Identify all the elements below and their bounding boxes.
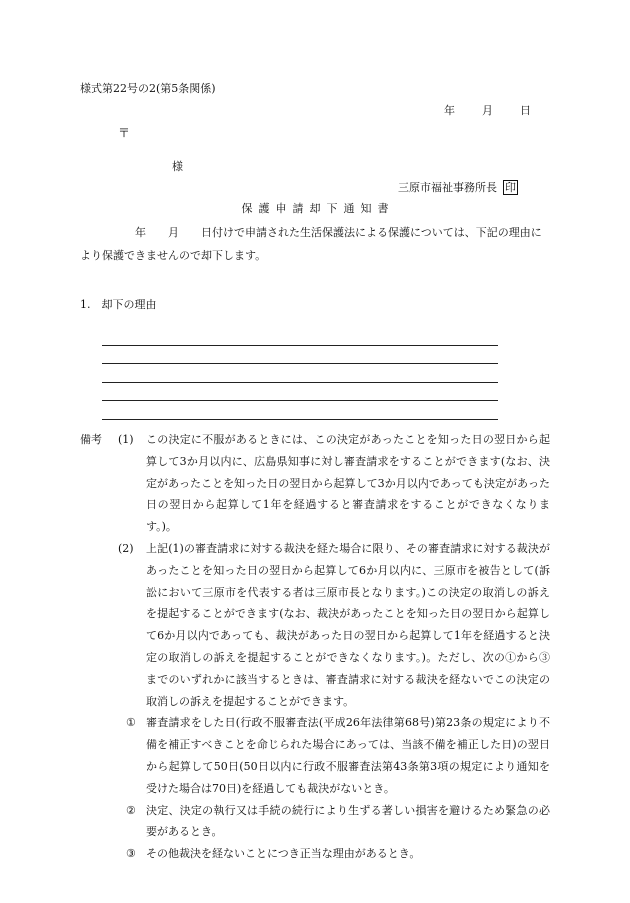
subitem-marker: ② (126, 803, 136, 817)
date-year: 年 (444, 104, 455, 117)
date-day: 日 (520, 104, 531, 117)
reason-blank-lines (102, 327, 498, 420)
blank-line (102, 401, 498, 420)
remark-text: この決定に不服があるときには、この決定があったことを知った日の翌日から起算して3か月以内に、広島県知事に対し審査請求をすることができます(なお、決定があったことを知った日の翌日から起算して3か月以内であっても決定があった日の翌日から起算して1年を経過すると審査請求をすることができなくなります。)。 (146, 433, 550, 534)
remark-item (118, 429, 550, 538)
remark-item (118, 538, 550, 712)
remark-marker: (2) (118, 541, 134, 555)
form-number: 様式第22号の2(第5条関係) (80, 82, 216, 95)
blank-line (102, 346, 498, 365)
remark-subitem (126, 800, 550, 844)
date-month: 月 (482, 104, 493, 117)
subitem-marker: ① (126, 716, 136, 730)
addressee-suffix: 様 (172, 160, 183, 173)
issuer (398, 180, 518, 195)
postal-mark: 〒 (118, 126, 131, 140)
document-title: 保護申請却下通知書 (241, 202, 395, 215)
blank-line (102, 364, 498, 383)
body-text: 年 月 日付けで申請された生活保護法による保護については、下記の理由により保護できませんので却下します。 (80, 226, 542, 262)
remarks-label: 備考 (80, 433, 102, 446)
issuer-name: 三原市福祉事務所長 (398, 181, 497, 194)
date-placeholder (444, 104, 531, 117)
blank-line (102, 383, 498, 402)
seal-mark: 印 (505, 181, 516, 194)
remark-subitem (126, 843, 550, 865)
subitem-text: 審査請求をした日(行政不服審査法(平成26年法律第68号)第23条の規定により不備を補正すべきことを命じられた場合にあっては、当該不備を補正した日)の翌日から起算して50日(50日以内に行政不服審査法第43条第3項の規定により通知を受けた場合は70日)を経過しても裁決がないとき。 (146, 716, 550, 795)
subitem-marker: ③ (126, 847, 136, 861)
remark-marker: (1) (118, 433, 134, 446)
remark-text: 上記(1)の審査請求に対する裁決を経た場合に限り、その審査請求に対する裁決があったことを知った日の翌日から起算して6か月以内に、三原市を被告として(訴訟において三原市を代表する者は三原市長となります。)この決定の取消しの訴えを提起することができます(なお、裁決があったことを知った日の翌日から起算して6か月以内であっても、裁決があった日の翌日から起算して1年を経過すると決定の取消しの訴えを提起することができなくなります。)。ただし、次の①から③までのいずれかに該当するときは、審査請求に対する裁決を経ないでこの決定の取消しの訴えを提起することができます。 (146, 541, 550, 708)
blank-line (102, 327, 498, 346)
remark-subitem (126, 712, 550, 799)
subitem-text: その他裁決を経ないことにつき正当な理由があるとき。 (146, 847, 421, 861)
reason-heading: 1. 却下の理由 (80, 298, 157, 311)
subitem-text: 決定、決定の執行又は手続の続行により生ずる著しい損害を避けるため緊急の必要があるとき。 (146, 803, 550, 839)
remarks (80, 429, 550, 865)
